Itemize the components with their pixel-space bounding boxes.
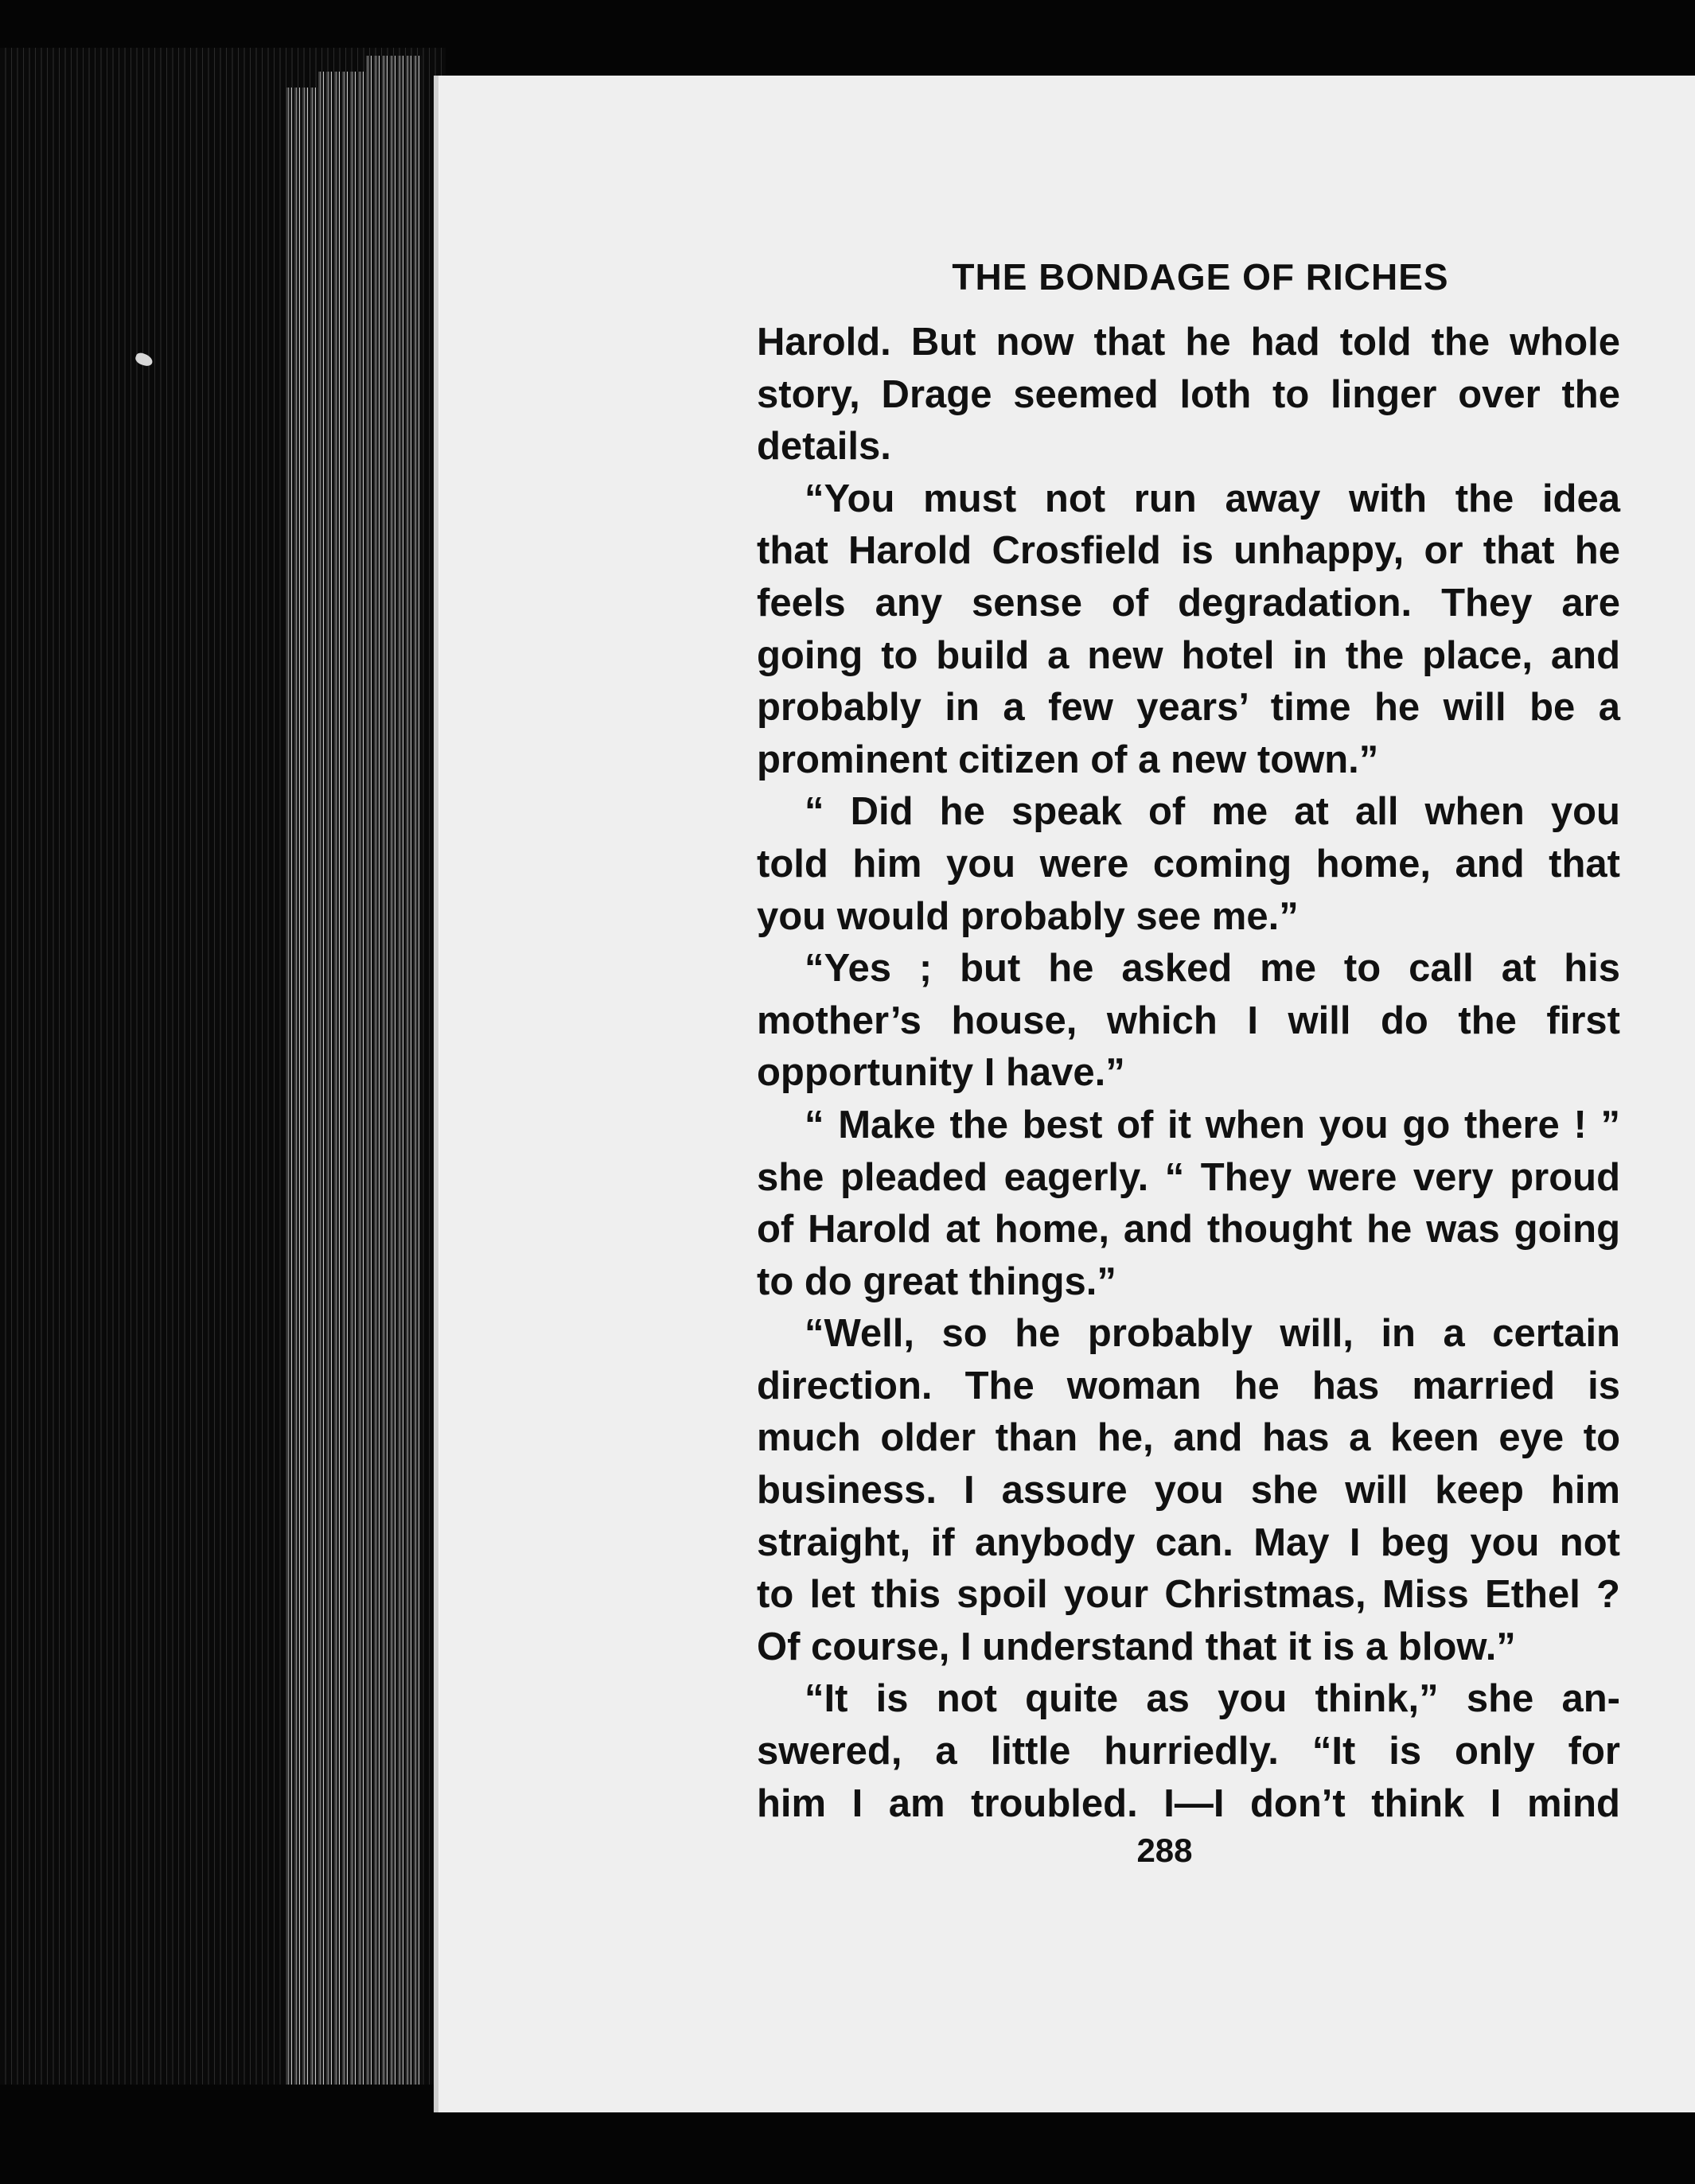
text-line: direction. The woman he has married is [757,1364,1620,1407]
text-line: feels any sense of degradation. They are [757,581,1620,625]
text-line: “Well, so he probably will, in a certain [805,1312,1620,1356]
paragraph [757,1673,1620,1830]
text-line: details. [757,425,891,469]
text-line: of Harold at home, and thought he was going [757,1208,1620,1252]
body-text [757,317,1620,1830]
text-line: “ Did he speak of me at all when you [805,790,1620,834]
text-line: Harold. But now that he had told the whole [757,321,1620,364]
text-line: “It is not quite as you think,” she an- [805,1677,1620,1721]
text-line: told him you were coming home, and that [757,842,1620,886]
running-head: THE BONDAGE OF RICHES [952,256,1449,298]
text-line: swered, a little hurriedly. “It is only for [757,1730,1620,1773]
paragraph [757,473,1620,787]
text-line: him I am troubled. I—I don’t think I mind [757,1781,1620,1825]
text-line: “You must not run away with the idea [805,477,1620,520]
book-page [434,76,1695,2112]
page-number: 288 [1136,1832,1193,1870]
text-line: much older than he, and has a keen eye to [757,1416,1620,1460]
text-line: to do great things.” [757,1259,1116,1303]
text-line: “Yes ; but he asked me to call at his [805,947,1620,991]
text-line: she pleaded eagerly. “ They were very proud [757,1155,1620,1199]
text-line: straight, if anybody can. May I beg you not [757,1520,1620,1564]
scan-bottom-border [0,2112,1695,2184]
paragraph [757,1308,1620,1673]
paragraph [757,943,1620,1100]
text-line: to let this spoil your Christmas, Miss Ethel ? [757,1573,1620,1617]
text-line: going to build a new hotel in the place, and [757,633,1620,677]
text-line: business. I assure you she will keep him [757,1469,1620,1512]
text-line: you would probably see me.” [757,894,1299,938]
paragraph [757,1100,1620,1308]
page-edge-band [366,56,422,2085]
text-line: prominent citizen of a new town.” [757,738,1379,781]
paragraph [757,786,1620,943]
text-line: Of course, I understand that it is a blow.” [757,1625,1516,1668]
text-line: probably in a few years’ time he will be a [757,686,1620,730]
text-line: story, Drage seemed loth to linger over the [757,372,1620,416]
page-edge-band [286,88,318,2085]
page-text-block [757,255,1620,1870]
page-edge-band [318,72,366,2085]
paragraph [757,317,1620,473]
text-line: that Harold Crosfield is unhappy, or that he [757,529,1620,573]
text-line: “ Make the best of it when you go there ! ” [805,1103,1620,1147]
book-page-edges [0,48,446,2085]
text-line: mother’s house, which I will do the first [757,999,1620,1042]
text-line: opportunity I have.” [757,1051,1125,1095]
